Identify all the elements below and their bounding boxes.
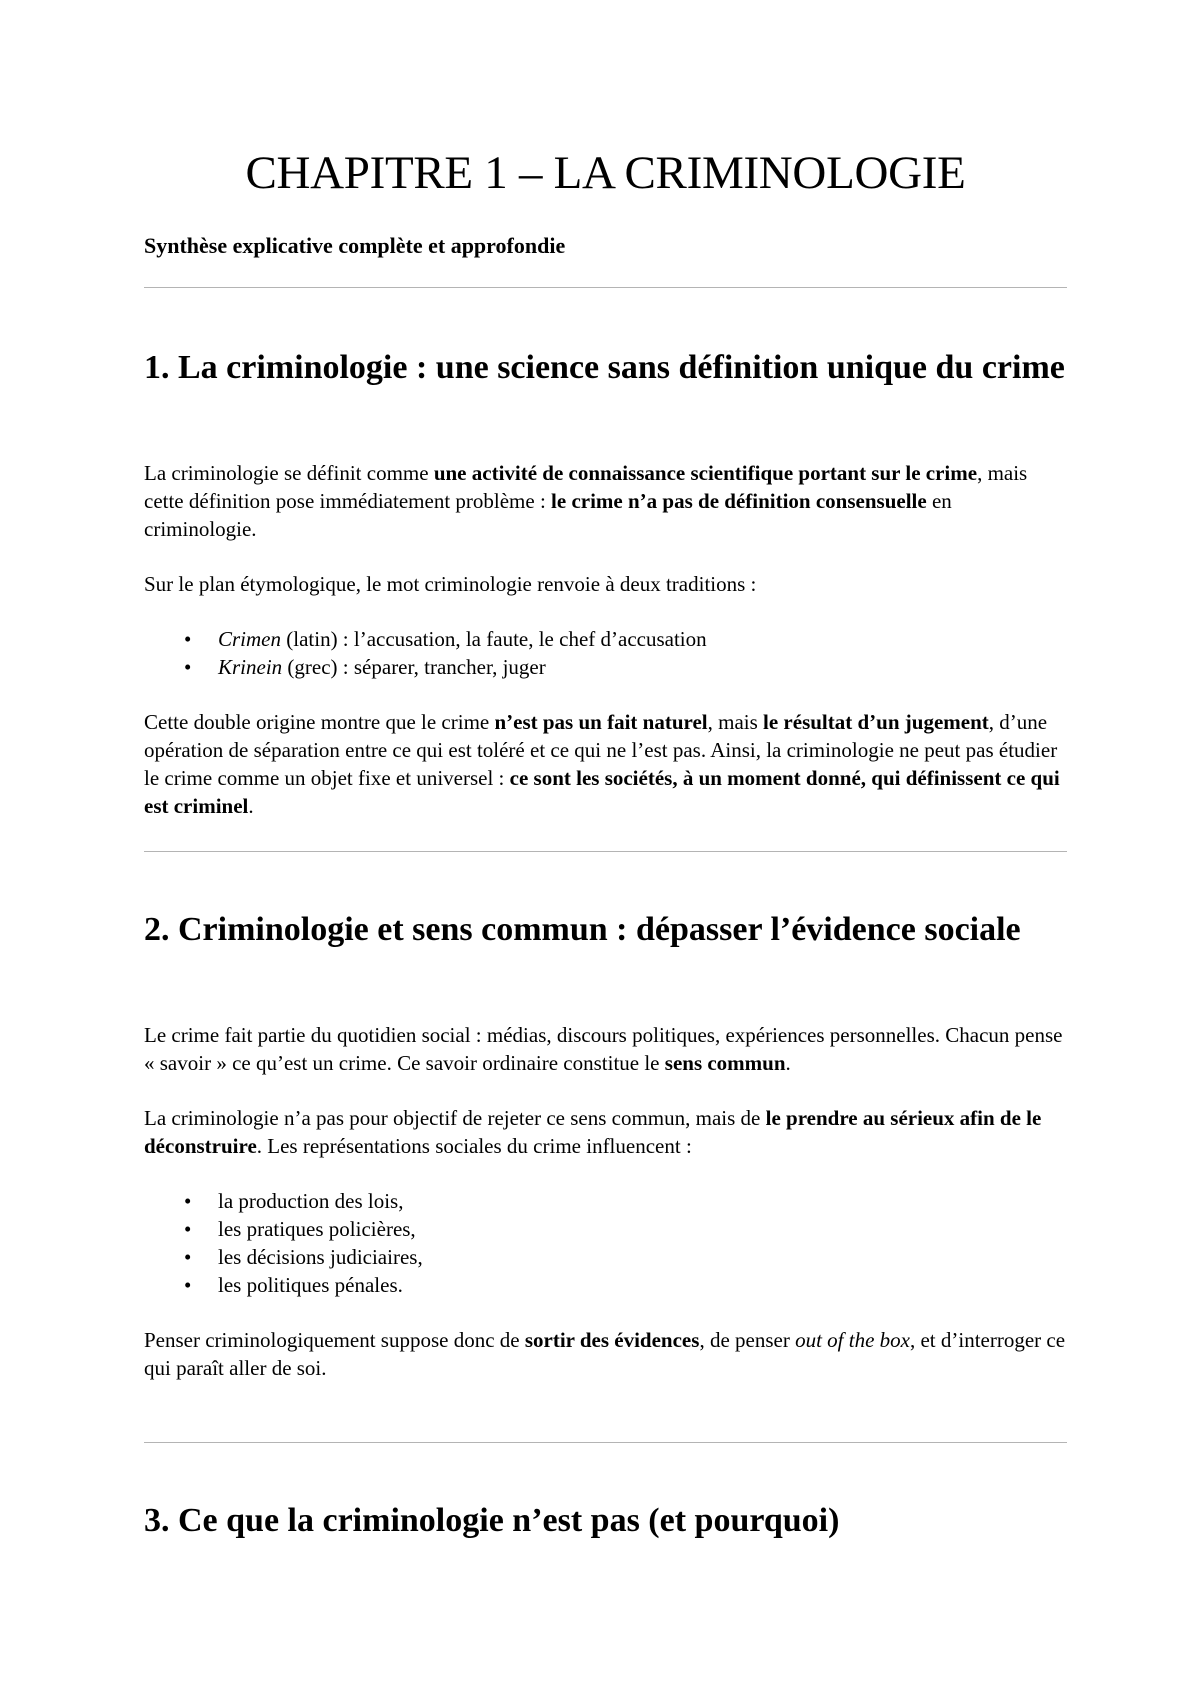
text-run: , et d’interroger ce qui paraît aller de soi. (144, 1328, 1066, 1380)
influence-list (144, 1187, 1067, 1299)
section-1-heading: 1. La criminologie : une science sans définition unique du crime (144, 349, 1065, 386)
text-run: , de penser (699, 1328, 796, 1352)
bullet-icon: • (184, 1245, 192, 1269)
bold-text: le prendre au sérieux afin de le déconstruire (144, 1106, 1042, 1158)
text-run: Penser criminologiquement suppose donc de (144, 1328, 525, 1352)
section-1-paragraph-3 (144, 708, 1067, 820)
italic-text: out of the box (795, 1328, 910, 1352)
section-1-paragraph-1 (144, 459, 1067, 543)
list-item (144, 625, 1067, 653)
text-run: . (785, 1051, 791, 1075)
italic-term: Crimen (218, 627, 281, 651)
list-item-text: les pratiques policières, (218, 1217, 416, 1241)
list-item-text: les politiques pénales. (218, 1273, 403, 1297)
list-item (144, 1187, 1067, 1215)
bullet-icon: • (184, 1189, 192, 1213)
horizontal-divider (144, 1442, 1067, 1443)
bullet-icon: • (184, 1217, 192, 1241)
text-run: La criminologie n’a pas pour objectif de rejeter ce sens commun, mais de (144, 1106, 766, 1130)
list-item (144, 1215, 1067, 1243)
section-1-paragraph-2: Sur le plan étymologique, le mot criminologie renvoie à deux traditions : (144, 572, 757, 596)
text-run: , mais cette définition pose immédiatement problème : (144, 461, 1028, 513)
section-2-heading: 2. Criminologie et sens commun : dépasser l’évidence sociale (144, 911, 1021, 948)
list-item (144, 653, 1067, 681)
document-title: CHAPITRE 1 – LA CRIMINOLOGIE (245, 147, 966, 199)
section-3-heading: 3. Ce que la criminologie n’est pas (et pourquoi) (144, 1502, 840, 1539)
bullet-icon: • (184, 627, 192, 651)
text-run: en criminologie. (144, 489, 952, 541)
list-item-text: la production des lois, (218, 1189, 404, 1213)
italic-term: Krinein (218, 655, 283, 679)
bold-text: le résultat d’un jugement (763, 710, 989, 734)
list-item (144, 1243, 1067, 1271)
bullet-icon: • (184, 655, 192, 679)
section-2-paragraph-1 (144, 1021, 1067, 1077)
section-1-body (144, 459, 1067, 820)
list-item (144, 1271, 1067, 1299)
text-run: . (248, 794, 254, 818)
list-item-text: les décisions judiciaires, (218, 1245, 423, 1269)
text-run: Cette double origine montre que le crime (144, 710, 495, 734)
horizontal-divider (144, 851, 1067, 852)
document-subtitle: Synthèse explicative complète et approfondie (144, 233, 566, 258)
etymology-list (144, 625, 1067, 681)
section-2-paragraph-3 (144, 1326, 1067, 1382)
bold-text: sortir des évidences (524, 1328, 700, 1352)
section-2-body (144, 1021, 1067, 1382)
section-2-paragraph-2 (144, 1104, 1067, 1160)
text-run: La criminologie se définit comme (144, 461, 434, 485)
text-run: Le crime fait partie du quotidien social : médias, discours politiques, expériences personnelles. Chacun pense « savoir » ce qu’est un crime. Ce savoir ordinaire constitue le (144, 1023, 1063, 1075)
bold-text: n’est pas un fait naturel (494, 710, 708, 734)
bold-text: le crime n’a pas de définition consensuelle (551, 489, 927, 513)
text-run: , mais (707, 710, 764, 734)
horizontal-divider (144, 287, 1067, 288)
bold-text: une activité de connaissance scientifique portant sur le crime (433, 461, 978, 485)
list-item-text: (latin) : l’accusation, la faute, le chef d’accusation (281, 627, 707, 651)
bullet-icon: • (184, 1273, 192, 1297)
list-item-text: (grec) : séparer, trancher, juger (282, 655, 546, 679)
bold-text: sens commun (664, 1051, 786, 1075)
bold-text: ce sont les sociétés, à un moment donné, qui définissent ce qui est criminel (144, 766, 1060, 818)
text-run: . Les représentations sociales du crime influencent : (256, 1134, 692, 1158)
text-run: , d’une opération de séparation entre ce qui est toléré et ce qui ne l’est pas. Ainsi, la criminologie ne peut pas étudier le crime comme un objet fixe et universel : (144, 710, 1058, 790)
